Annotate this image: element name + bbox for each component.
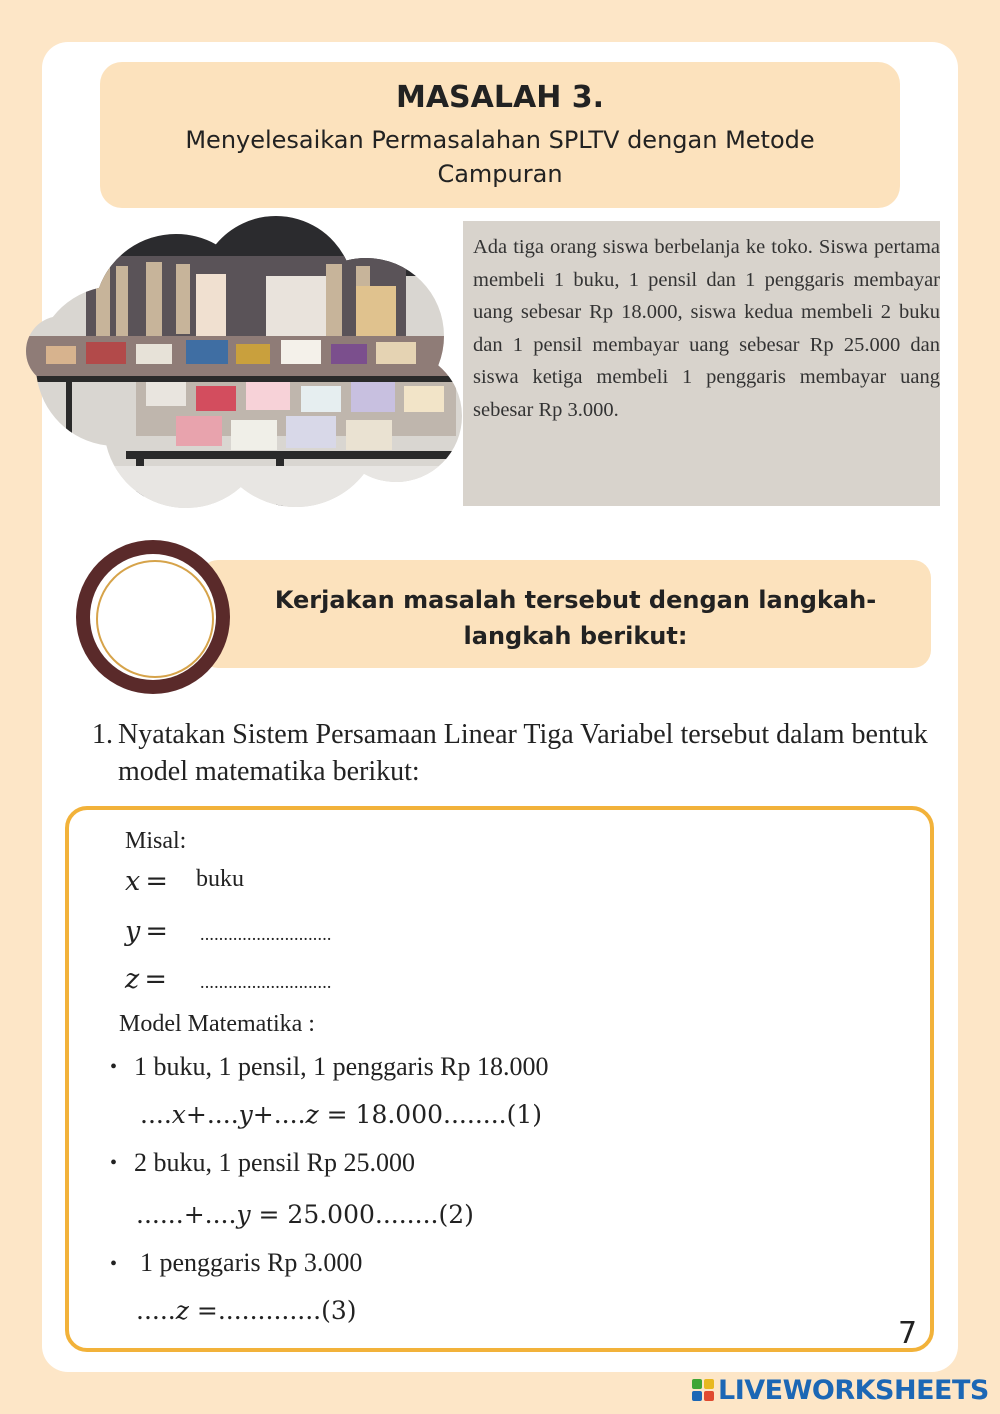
x-definition: [125, 866, 168, 897]
instruction-text: Nyatakan Sistem Persamaan Linear Tiga Variabel tersebut dalam bentuk model matematika berikut:: [118, 719, 928, 787]
z-variable: z: [125, 964, 140, 995]
liveworksheets-logo[interactable]: [692, 1374, 989, 1406]
item-1-text: 1 buku, 1 pensil, 1 penggaris Rp 18.000: [134, 1052, 549, 1081]
z-equals: =: [144, 964, 167, 995]
z-blank-input[interactable]: ............................: [200, 972, 332, 992]
page-title: MASALAH 3.: [395, 80, 605, 115]
y-definition: [125, 916, 168, 947]
x-equals: =: [145, 866, 168, 897]
instruction-number: 1.: [92, 719, 113, 750]
bullet-3: •: [110, 1253, 118, 1275]
misal-label: Misal:: [125, 828, 187, 854]
item-2-text: 2 buku, 1 pensil Rp 25.000: [134, 1148, 415, 1177]
steps-banner-text: Kerjakan masalah tersebut dengan langkah-langkah berikut:: [274, 586, 877, 650]
decorative-ring-icon: [76, 540, 230, 694]
story-box: [463, 221, 940, 506]
bookstore-photo: [26, 216, 466, 508]
bullet-1: •: [110, 1056, 118, 1078]
model-label: Model Matematika :: [119, 1011, 315, 1037]
instruction: [92, 716, 932, 790]
equation-3[interactable]: .....z =.............(3): [136, 1296, 357, 1325]
equation-2[interactable]: ......+....y = 25.000........(2): [136, 1200, 474, 1229]
y-variable: y: [125, 916, 141, 947]
x-value: buku: [196, 866, 244, 892]
y-blank-input[interactable]: ............................: [200, 924, 332, 944]
y-equals: =: [145, 916, 168, 947]
page-number: 7: [898, 1316, 918, 1351]
item-3-text: 1 penggaris Rp 3.000: [140, 1248, 363, 1277]
z-definition: [125, 964, 167, 995]
story-text: Ada tiga orang siswa berbelanja ke toko. Siswa pertama membeli 1 buku, 1 pensil dan 1 penggaris membayar uang sebesar Rp 18.000, siswa kedua membeli 2 buku dan 1 pensil membayar uang sebesar Rp 25.000 dan siswa ketiga membeli 1 penggaris membayar uang sebesar Rp 3.000.: [473, 236, 940, 421]
title-box: [100, 62, 900, 208]
equation-1[interactable]: ....x+....y+....z = 18.000........(1): [140, 1100, 543, 1129]
x-variable: x: [125, 866, 141, 897]
bullet-2: •: [110, 1152, 118, 1174]
liveworksheets-logo-icon: [692, 1379, 714, 1401]
steps-banner: [200, 560, 931, 668]
liveworksheets-brand-text: LIVEWORKSHEETS: [718, 1374, 989, 1406]
page-subtitle: Menyelesaikan Permasalahan SPLTV dengan Metode Campuran: [185, 126, 815, 188]
